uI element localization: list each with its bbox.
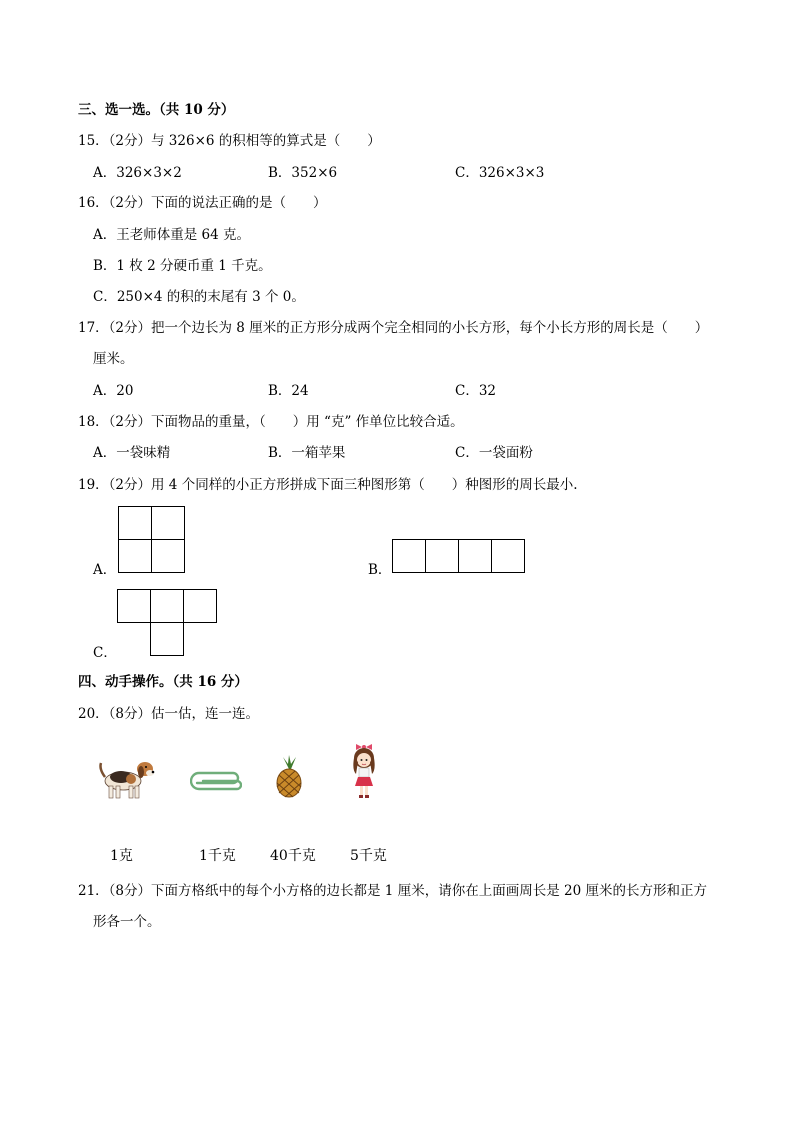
question-21-stem-line2: 形各一个。 — [93, 914, 161, 930]
q18-option-c: C．一袋面粉 — [455, 445, 533, 461]
q18-option-b: B．一箱苹果 — [268, 445, 346, 461]
weight-label-1kg: 1千克 — [199, 848, 236, 864]
q15-option-a: A．326×3×2 — [93, 165, 182, 181]
question-21-stem-line1: 21．（8分）下面方格纸中的每个小方格的边长都是 1 厘米，请你在上面画周长是 20 厘米的长方形和正方 — [78, 883, 707, 899]
q17-option-a: A．20 — [93, 383, 134, 399]
pineapple-icon — [273, 755, 305, 799]
q16-option-c: C．250×4 的积的末尾有 3 个 0。 — [93, 289, 305, 305]
question-18-stem: 18．（2分）下面物品的重量，（ ）用 “克” 作单位比较合适。 — [78, 414, 464, 430]
question-17-stem-line1: 17．（2分）把一个边长为 8 厘米的正方形分成两个完全相同的小长方形，每个小长方形的周长是（ ） — [78, 320, 709, 336]
question-17-stem-line2: 厘米。 — [93, 351, 134, 367]
q17-option-b: B．24 — [268, 383, 309, 399]
q17-option-c: C．32 — [455, 383, 497, 399]
paper-clip-icon — [190, 770, 242, 792]
question-16-stem: 16．（2分）下面的说法正确的是（ ） — [78, 195, 327, 211]
q19-label-a: A． — [93, 562, 117, 578]
q19-label-b: B． — [368, 562, 392, 578]
q15-option-c: C．326×3×3 — [455, 165, 545, 181]
question-15-stem: 15．（2分）与 326×6 的积相等的算式是（ ） — [78, 133, 381, 149]
q15-option-b: B．352×6 — [268, 165, 338, 181]
question-19-stem: 19．（2分）用 4 个同样的小正方形拼成下面三种图形第（ ）种图形的周长最小. — [78, 477, 578, 493]
section-4-title: 四、动手操作。（共 16 分） — [78, 674, 248, 690]
girl-icon — [346, 740, 382, 802]
dog-icon — [95, 755, 155, 801]
weight-label-40kg: 40千克 — [270, 848, 316, 864]
question-20-stem: 20．（8分）估一估，连一连。 — [78, 706, 260, 722]
q16-option-b: B．1 枚 2 分硬币重 1 千克。 — [93, 258, 272, 274]
q18-option-a: A．一袋味精 — [93, 445, 171, 461]
weight-label-1g: 1克 — [110, 848, 133, 864]
q16-option-a: A．王老师体重是 64 克。 — [93, 227, 251, 243]
q19-label-c: C． — [93, 645, 117, 661]
section-3-title: 三、选一选。（共 10 分） — [78, 102, 235, 118]
weight-label-5kg: 5千克 — [350, 848, 387, 864]
